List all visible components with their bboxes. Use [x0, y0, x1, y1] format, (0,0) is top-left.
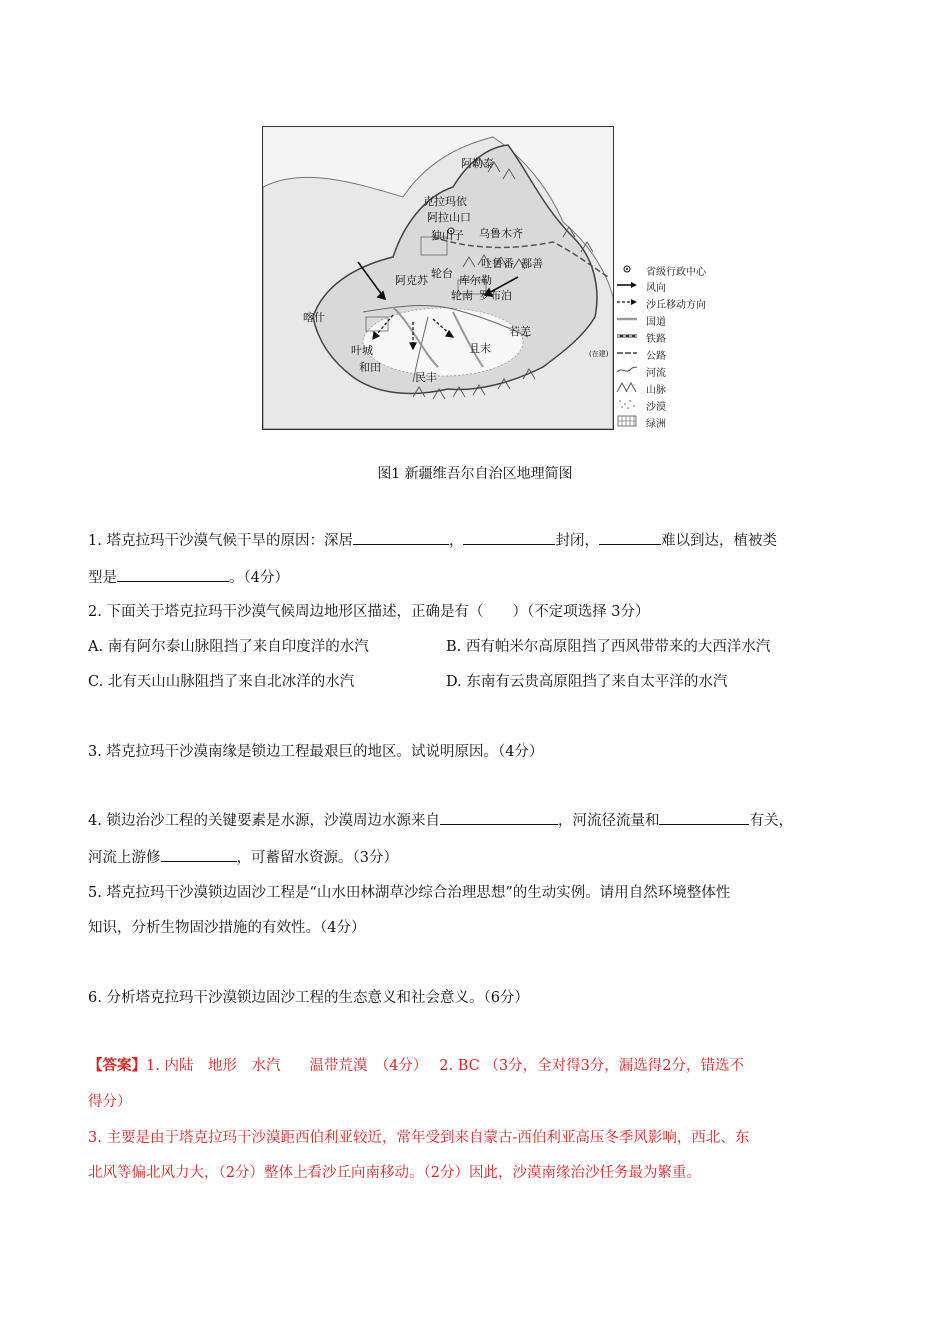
option-2d: D. 东南有云贵高原阻挡了来自太平洋的水汽 — [446, 674, 728, 690]
answer-line-1: 【答案】1. 内陆 地形 水汽 温带荒漠 （4分） 2. BC （3分，全对得3分，漏选得2分，错选不 — [88, 1057, 745, 1074]
blank-1[interactable] — [353, 530, 449, 545]
place-yecheng: 叶城 — [351, 344, 373, 357]
question-5-line-2: 知识，分析生物固沙措施的有效性。（4分） — [88, 920, 366, 936]
place-aksu: 阿克苏 — [395, 274, 428, 287]
blank-5[interactable] — [440, 810, 558, 825]
place-minfeng: 民丰 — [415, 371, 437, 384]
place-karamay: 克拉玛依 — [423, 195, 467, 208]
place-dushanzi: 独山子 — [431, 229, 464, 242]
legend-highway: 公路 — [616, 346, 736, 360]
legend-desert: 沙漠 — [616, 397, 736, 411]
taklimakan-desert — [363, 308, 523, 376]
option-2b: B. 西有帕米尔高原阻挡了西风带带来的大西洋水汽 — [446, 639, 771, 655]
option-2a: A. 南有阿尔泰山脉阻挡了来自印度洋的水汽 — [88, 639, 369, 655]
figure-caption: 图1 新疆维吾尔自治区地理简图 — [377, 466, 573, 482]
desert-icon — [616, 397, 638, 411]
legend-mountain: 山脉 — [616, 380, 736, 394]
question-5-line-1: 5. 塔克拉玛干沙漠锁边固沙工程是“山水田林湖草沙综合治理思想”的生动实例。请用自然环境整体性 — [88, 885, 731, 901]
legend-capital: 省级行政中心 — [616, 262, 736, 276]
place-urumqi: 乌鲁木齐 — [479, 227, 523, 240]
place-altay: 阿勒泰 — [461, 157, 494, 170]
place-lop-nur: 罗布泊 — [479, 289, 512, 302]
place-alashankou: 阿拉山口 — [427, 211, 471, 224]
place-luntai: 轮台 — [431, 267, 453, 280]
wind-arrow-icon — [616, 278, 638, 292]
blank-6[interactable] — [659, 810, 749, 825]
option-2c: C. 北有天山山脉阻挡了来自北冰洋的水汽 — [88, 674, 355, 690]
oasis-icon — [616, 414, 638, 428]
railway-icon — [616, 329, 638, 343]
legend-national-road: 国道 — [616, 312, 736, 326]
legend-oasis: 绿洲 — [616, 414, 736, 428]
national-road-icon — [616, 312, 638, 326]
river-icon — [616, 363, 638, 377]
question-3: 3. 塔克拉玛干沙漠南缘是锁边工程最艰巨的地区。试说明原因。（4分） — [88, 744, 544, 760]
answer-tag: 【答案】 — [88, 1057, 146, 1074]
question-4-line-2: 河流上游修 ，可蓄留水资源。（3分） — [88, 847, 398, 868]
answer-3-line-2: 北风等偏北风力大，（2分）整体上看沙丘向南移动。（2分）因此，沙漠南缘治沙任务最为繁重。 — [88, 1165, 701, 1181]
legend-wind: 风向 — [616, 278, 736, 292]
place-turpan: 吐鲁番 — [481, 257, 514, 270]
blank-7[interactable] — [161, 847, 237, 862]
question-4-line-1: 4. 锁边治沙工程的关键要素是水源，沙漠周边水源来自 ，河流径流量和 有关， — [88, 810, 793, 831]
place-shanshan: 鄯善 — [521, 257, 543, 270]
question-1-line-1: 1. 塔克拉玛干沙漠气候干旱的原因：深居 ， 封闭， 难以到达，植被类 — [88, 530, 777, 551]
question-2: 2. 下面关于塔克拉玛干沙漠气候周边地形区描述，正确是有（ ）（不定项选择 3分） — [88, 604, 650, 620]
place-qiemo: 且末 — [469, 342, 491, 355]
question-1-line-2: 型是 。（4分） — [88, 567, 289, 588]
blank-2[interactable] — [463, 530, 555, 545]
place-hotan: 和田 — [359, 361, 381, 374]
mountain-icon — [616, 380, 638, 394]
place-lunnan: 轮南 — [451, 289, 473, 302]
blank-3[interactable] — [599, 530, 661, 545]
dune-arrow-icon — [616, 295, 638, 309]
capital-dot-icon — [616, 262, 638, 276]
answer-3-line-1: 3. 主要是由于塔克拉玛干沙漠距西伯利亚较近，常年受到来自蒙古-西伯利亚高压冬季风影响，西北、东 — [88, 1130, 750, 1146]
blank-4[interactable] — [117, 567, 229, 582]
place-korla: 库尔勒 — [459, 274, 492, 287]
question-6: 6. 分析塔克拉玛干沙漠锁边固沙工程的生态意义和社会意义。（6分） — [88, 990, 529, 1006]
highway-icon — [616, 346, 638, 360]
legend-dune: 沙丘移动方向 — [616, 295, 736, 309]
railway-note: (在建) — [589, 350, 609, 358]
place-ruoqiang: 若羌 — [509, 325, 531, 338]
place-kashgar: 喀什 — [303, 311, 325, 324]
answer-line-2: 得分） — [88, 1094, 132, 1110]
legend-river: 河流 — [616, 363, 736, 377]
legend-railway: 铁路 — [616, 329, 736, 343]
xinjiang-map — [262, 126, 614, 430]
